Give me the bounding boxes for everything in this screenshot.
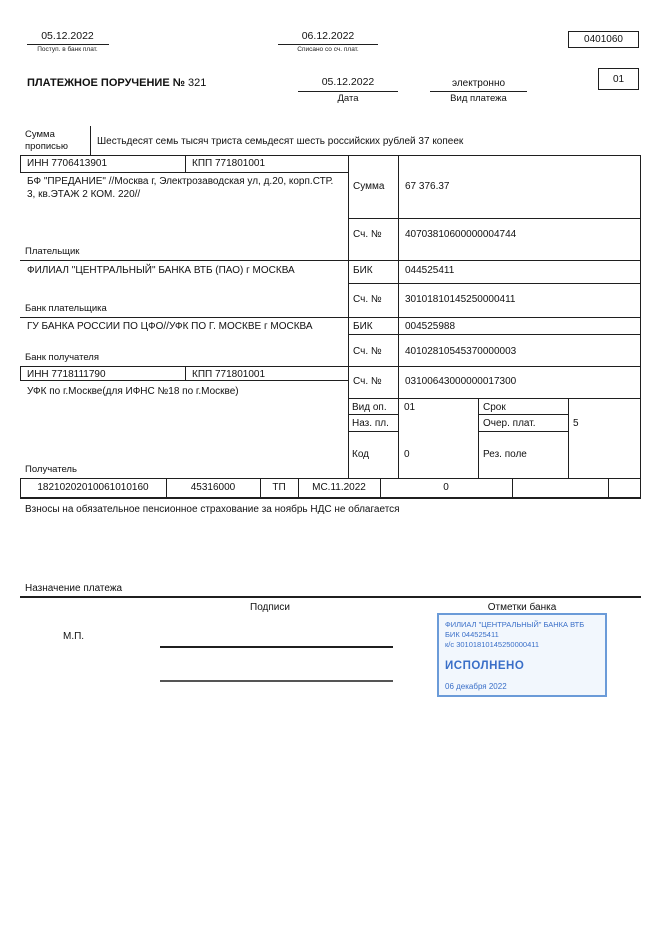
received-date-label: Поступ. в банк плат. [37,46,98,53]
ocher-value: 5 [573,418,579,429]
kod-value: 0 [404,449,410,460]
stamp-bank-name: ФИЛИАЛ "ЦЕНТРАЛЬНЫЙ" БАНКА ВТБ [445,620,585,629]
receiver-bank-name: ГУ БАНКА РОССИИ ПО ЦФО//УФК ПО Г. МОСКВЕ г МОСКВА [27,321,313,332]
table-line [348,218,640,219]
debited-date-line [278,44,378,45]
received-date-line [27,44,109,45]
table-line [20,155,21,172]
table-line [20,596,641,598]
tax-doc-date [512,478,608,497]
purpose-label: Назначение платежа [25,583,123,594]
stamp-status: ИСПОЛНЕНО [445,660,525,673]
receiver-inn: ИНН 7718111790 [27,369,106,380]
payer-bank-bik-label: БИК [353,265,373,276]
receiver-label: Получатель [25,464,77,475]
table-line [640,155,641,498]
receiver-account: 03100643000000017300 [405,376,517,387]
sum-words-divider [90,126,91,155]
sum-words-label: Сумма прописью [25,129,68,153]
payer-kpp: КПП 771801001 [192,158,266,169]
table-line [20,317,640,318]
doc-date-label: Дата [337,93,359,104]
form-code: 0401060 [584,34,623,45]
payment-kind-label: Вид платежа [450,93,507,104]
stamp-bik: БИК 044525411 [445,630,499,640]
table-line [348,431,398,432]
payer-bank-bik: 044525411 [405,265,455,276]
tax-doc-number: 0 [443,482,449,493]
status-code: 01 [612,73,625,85]
receiver-bank-label: Банк получателя [25,352,99,363]
signature-line-1 [160,646,393,648]
doc-number: 321 [188,77,207,89]
table-line [348,414,398,415]
table-line [185,155,186,172]
receiver-bank-bik-label: БИК [353,321,373,332]
payment-basis: ТП [272,482,286,493]
table-line [185,366,186,380]
table-line [478,414,568,415]
payer-bank-account-label: Сч. № [353,294,382,305]
payment-kind: электронно [451,78,506,89]
payer-name: БФ "ПРЕДАНИЕ" //Москва г, Электрозаводская ул, д.20, корп.СТР. 3, кв.ЭТАЖ 2 КОМ. 220// [27,176,334,200]
signature-line-2 [160,680,393,682]
table-line [478,431,568,432]
table-line [20,366,21,380]
table-line [20,497,641,499]
payment-kind-line [430,91,527,92]
srok-label: Срок [483,402,506,413]
table-line [348,334,640,335]
form-code-box [568,31,639,48]
doc-date-line [298,91,398,92]
debited-date-label: Списано со сч. плат. [297,46,359,53]
sum-label: Сумма [353,181,385,192]
payer-inn: ИНН 7706413901 [27,158,108,169]
receiver-kpp: КПП 771801001 [192,369,266,380]
stamp-date: 06 декабря 2022 [445,681,507,691]
table-line [478,398,479,478]
doc-title [27,76,206,90]
receiver-bank-account: 40102810545370000003 [405,346,517,357]
payer-bank-name: ФИЛИАЛ "ЦЕНТРАЛЬНЫЙ" БАНКА ВТБ (ПАО) г МОСКВА [27,265,295,276]
stamp-corr-account: к/с 30101810145250000411 [445,640,540,650]
vid-op-label: Вид оп. [352,402,387,413]
bank-marks-label: Отметки банка [487,602,557,613]
oktmo-code: 45316000 [190,482,236,493]
doc-title-text: ПЛАТЕЖНОЕ ПОРУЧЕНИЕ № [27,77,185,89]
table-line [348,283,640,284]
purpose-text: Взносы на обязательное пенсионное страхование за ноябрь НДС не облагается [25,504,400,515]
received-date: 05.12.2022 [41,30,94,42]
signatures-label: Подписи [250,602,290,613]
table-line [20,366,640,367]
table-line [398,155,399,478]
receiver-bank-bik: 004525988 [405,321,456,332]
mp-label: М.П. [63,631,85,642]
vid-op-value: 01 [404,402,416,413]
kod-label: Код [352,449,370,460]
receiver-bank-account-label: Сч. № [353,346,382,357]
ocher-label: Очер. плат. [483,418,536,429]
rez-pole-label: Рез. поле [483,449,527,460]
payer-account-label: Сч. № [353,229,382,240]
payer-account: 40703810600000004744 [405,229,517,240]
tax-period: МС.11.2022 [312,482,366,493]
table-line [20,172,348,173]
debited-date: 06.12.2022 [301,30,355,42]
receiver-name: УФК по г.Москве(для ИФНС №18 по г.Москве) [27,386,239,397]
payer-label: Плательщик [25,246,80,257]
table-line [348,155,349,478]
tax-type [608,478,640,497]
kbk-code: 18210202010061010160 [37,482,149,493]
receiver-account-label: Сч. № [353,376,382,387]
payer-bank-account: 30101810145250000411 [405,294,516,305]
table-line [568,398,569,478]
naz-pl-label: Наз. пл. [352,418,389,429]
status-code-box [598,68,639,90]
table-line [20,155,640,156]
table-line [20,260,640,261]
doc-date: 05.12.2022 [321,76,375,88]
payer-bank-label: Банк плательщика [25,303,107,314]
sum-value: 67 376.37 [405,181,450,192]
table-line [348,398,640,399]
bank-stamp [437,613,607,697]
sum-in-words: Шестьдесят семь тысяч триста семьдесят шесть российских рублей 37 копеек [97,136,464,147]
